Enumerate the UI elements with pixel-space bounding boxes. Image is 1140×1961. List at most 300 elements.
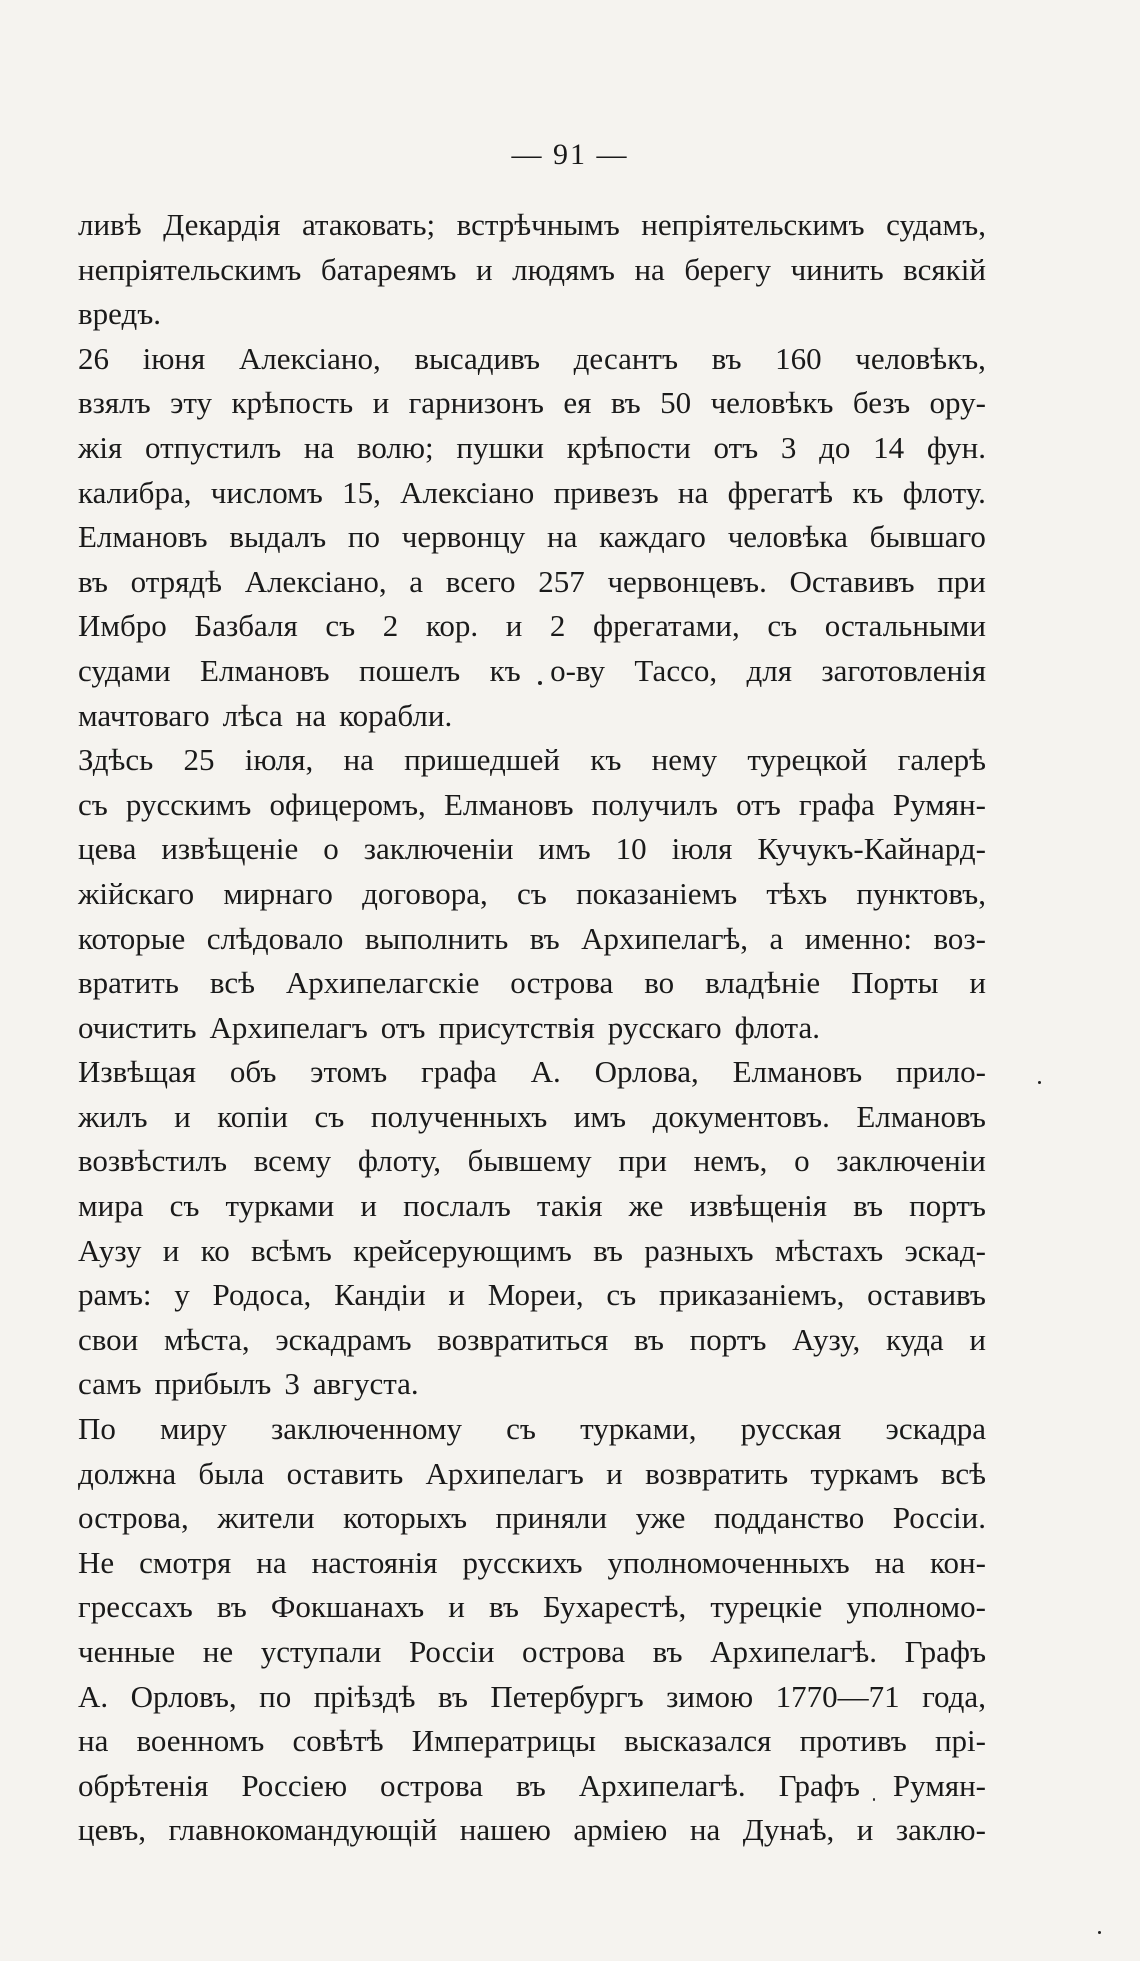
word: Елмановъ <box>732 1054 863 1090</box>
word: до <box>819 429 851 465</box>
word: Оставивъ <box>789 563 915 599</box>
word: Кучукъ-Кайнард- <box>757 831 986 867</box>
word: числомъ <box>210 474 323 510</box>
word: туркамъ <box>810 1455 919 1491</box>
word: прибылъ <box>154 1366 272 1402</box>
word: извѣщенія <box>689 1188 827 1224</box>
word: имъ <box>538 831 591 867</box>
text-line <box>78 560 986 605</box>
word: о <box>323 831 339 867</box>
text-line <box>78 1452 986 1497</box>
word: русскаго <box>607 1009 722 1045</box>
word: отрядѣ <box>130 563 222 599</box>
word: получилъ <box>591 786 718 822</box>
word: заключеніи <box>836 1143 986 1179</box>
print-speck <box>1098 1931 1101 1934</box>
word: заклю- <box>895 1812 986 1848</box>
word: всѣ <box>209 965 255 1001</box>
word: высказался <box>624 1723 772 1759</box>
text-line <box>78 783 986 828</box>
word: при <box>937 563 986 599</box>
word: крѣпости <box>566 429 691 465</box>
body-text <box>78 203 986 1853</box>
word: мира <box>78 1188 144 1224</box>
word: Орловъ, <box>130 1678 237 1714</box>
word: іюля, <box>244 742 314 778</box>
word: а <box>769 920 784 956</box>
word: копіи <box>217 1098 288 1134</box>
text-line <box>78 1675 986 1720</box>
word: Румян- <box>892 1767 986 1803</box>
word: 26 <box>78 340 109 376</box>
word: на <box>256 1544 287 1580</box>
word: непріятельскимъ <box>78 251 302 287</box>
word: Имбро <box>78 608 167 644</box>
word: 14 <box>873 429 905 465</box>
word: берегу <box>684 251 771 287</box>
word: Румян- <box>892 786 986 822</box>
word: съ <box>506 1411 536 1447</box>
word: прі- <box>934 1723 986 1759</box>
word: и <box>505 608 523 644</box>
word: Дунаѣ, <box>742 1812 835 1848</box>
word: батареямъ <box>320 251 457 287</box>
word: Архипелагъ <box>425 1455 584 1491</box>
word: и <box>162 1232 180 1268</box>
word: Елмановъ <box>200 652 330 688</box>
word: флоту, <box>357 1143 442 1179</box>
word: Россіи. <box>892 1500 986 1536</box>
word: документовъ. <box>652 1098 830 1134</box>
word: іюля <box>671 831 733 867</box>
word: въ <box>78 563 108 599</box>
word: прило- <box>895 1054 986 1090</box>
word: должна <box>78 1455 177 1491</box>
text-line <box>78 1719 986 1764</box>
word: цева <box>78 831 137 867</box>
word: ливѣ <box>78 207 142 242</box>
word: Архипелагѣ, <box>581 920 749 956</box>
word: непріятельскимъ <box>641 207 865 242</box>
word: бывшаго <box>869 519 986 555</box>
paragraph-first-line <box>78 1407 986 1452</box>
word: уже <box>635 1500 686 1536</box>
word: немъ, <box>693 1143 768 1179</box>
word: приказаніемъ, <box>658 1277 845 1313</box>
word: возвратиться <box>437 1321 609 1357</box>
word: рамъ: <box>78 1277 152 1313</box>
word: лѣса <box>222 697 283 733</box>
word: ея <box>563 385 592 421</box>
word: калибра, <box>78 474 192 510</box>
word: смотря <box>139 1544 232 1580</box>
word: на <box>547 519 578 555</box>
word: іюня <box>142 340 206 376</box>
text-line <box>78 649 986 694</box>
word: фрегатами, <box>593 608 740 644</box>
print-speck <box>873 1798 875 1801</box>
word: нему <box>651 742 718 778</box>
word: десантъ <box>573 340 679 376</box>
text-line <box>78 292 986 337</box>
word: для <box>746 652 792 688</box>
word: Тассо, <box>634 652 718 688</box>
word: взялъ <box>78 385 151 421</box>
text-line <box>78 694 986 739</box>
text-line <box>78 1808 986 1853</box>
word: Не <box>78 1544 115 1580</box>
word: и <box>476 251 493 287</box>
text-line <box>78 1630 986 1675</box>
word: ченные <box>78 1634 176 1669</box>
word: свои <box>78 1321 139 1357</box>
word: эту <box>170 385 213 421</box>
word: пошелъ <box>358 652 461 688</box>
word: заключеніи <box>363 831 514 867</box>
word: острова <box>380 1767 483 1803</box>
word: Архипелагскіе <box>285 965 480 1001</box>
text-line <box>78 1585 986 1630</box>
word: а <box>409 563 424 599</box>
word: къ <box>590 742 622 778</box>
word: Алексіано, <box>238 340 381 376</box>
word: разныхъ <box>644 1232 754 1268</box>
print-speck <box>1038 1081 1041 1084</box>
word: графа <box>798 786 875 822</box>
word: же <box>628 1188 664 1224</box>
word: человѣка <box>727 519 848 555</box>
word: на <box>303 429 335 465</box>
word: съ <box>325 608 356 644</box>
word: острова <box>510 965 614 1001</box>
word: съ <box>767 608 798 644</box>
word: главнокомандующій <box>168 1812 438 1848</box>
word: жители <box>217 1500 315 1536</box>
word: гарнизонъ <box>408 385 544 421</box>
word: уполномо- <box>846 1589 986 1625</box>
text-line <box>78 1496 986 1541</box>
word: договора, <box>362 875 488 911</box>
word: мѣстахъ <box>774 1232 884 1268</box>
text-line <box>78 872 986 917</box>
word: всему <box>253 1143 332 1179</box>
word: портъ <box>689 1321 767 1357</box>
word: 25 <box>183 742 215 778</box>
word: Порты <box>851 965 939 1001</box>
word: была <box>198 1455 265 1491</box>
word: на <box>78 1723 109 1759</box>
word: воз- <box>933 920 986 956</box>
word: въ <box>652 1634 683 1669</box>
word: съ <box>314 1098 345 1134</box>
word: пришедшей <box>404 742 561 778</box>
text-line <box>78 1318 986 1363</box>
word: бывшему <box>467 1143 592 1179</box>
word: привезъ <box>553 474 659 510</box>
word: объ <box>229 1054 277 1090</box>
word: имъ <box>573 1098 627 1134</box>
word: обрѣтенія <box>78 1767 209 1803</box>
word: 1770—71 <box>775 1678 900 1714</box>
word: которыхъ <box>343 1500 467 1536</box>
word: на <box>874 1544 906 1580</box>
word: Мореи, <box>487 1277 584 1313</box>
word: Графъ <box>904 1634 986 1669</box>
word: полученныхъ <box>370 1098 548 1134</box>
paragraph-first-line <box>78 337 986 382</box>
word: высадивъ <box>414 340 541 376</box>
word: пушки <box>456 429 544 465</box>
word: къ <box>489 652 521 688</box>
word: съ <box>169 1188 200 1224</box>
word: чинить <box>790 251 884 287</box>
word: Бухарестѣ, <box>542 1589 687 1625</box>
word: заготовленія <box>821 652 986 688</box>
word: вредъ. <box>78 296 162 332</box>
word: настоянія <box>311 1544 438 1580</box>
word: присутствія <box>438 1009 595 1045</box>
word: показаніемъ <box>576 875 738 911</box>
word: заключенному <box>270 1411 463 1447</box>
word: пунктовъ, <box>856 875 986 911</box>
word: жія <box>78 429 123 465</box>
word: и <box>856 1812 874 1848</box>
word: очистить <box>78 1009 197 1045</box>
word: по <box>347 519 380 555</box>
word: о <box>794 1143 810 1179</box>
word: ко <box>200 1232 230 1268</box>
word: на <box>689 1812 721 1848</box>
word: 15, <box>342 474 381 510</box>
text-line <box>78 1184 986 1229</box>
word: именно: <box>804 920 912 956</box>
text-line <box>78 961 986 1006</box>
page-number: — 91 — <box>511 138 629 171</box>
word: мирнаго <box>223 875 333 911</box>
text-line <box>78 1139 986 1184</box>
word: Кандіи <box>334 1277 426 1313</box>
word: въ <box>515 1767 546 1803</box>
word: Аузу <box>78 1232 142 1268</box>
word: вратить <box>78 965 179 1001</box>
word: безъ <box>852 385 911 421</box>
word: фрегатѣ <box>727 474 833 510</box>
word: Графъ <box>778 1767 860 1803</box>
word: возвратить <box>645 1455 789 1491</box>
word: турками <box>225 1188 335 1224</box>
word: и <box>372 385 390 421</box>
word: владѣніе <box>705 965 821 1001</box>
word: съ <box>606 1277 637 1313</box>
word: всего <box>445 563 516 599</box>
word: тѣхъ <box>766 875 828 911</box>
word: русская <box>740 1411 842 1447</box>
word: и <box>448 1589 465 1625</box>
word: нашею <box>459 1812 551 1848</box>
word: послалъ <box>403 1188 511 1224</box>
word: ору- <box>929 385 986 421</box>
word: отпустилъ <box>145 429 282 465</box>
word: и <box>174 1098 191 1134</box>
word: всякій <box>903 251 986 287</box>
word: и <box>448 1277 465 1313</box>
word: на <box>634 251 665 287</box>
text-line <box>78 248 986 293</box>
word: человѣкъ, <box>855 340 986 376</box>
word: русскихъ <box>462 1544 583 1580</box>
word: по <box>259 1678 292 1714</box>
word: уступали <box>260 1634 382 1669</box>
text-line <box>78 203 986 248</box>
word: мѣста, <box>164 1321 250 1357</box>
word: приняли <box>495 1500 608 1536</box>
text-line <box>78 1362 986 1407</box>
word: людямъ <box>512 251 615 287</box>
word: портъ <box>909 1188 986 1224</box>
word: подданство <box>713 1500 865 1536</box>
word: выполнить <box>364 920 509 956</box>
word: эскад- <box>904 1232 986 1268</box>
word: такія <box>536 1188 603 1224</box>
word: слѣдовало <box>206 920 344 956</box>
word: куда <box>885 1321 944 1357</box>
word: во <box>644 965 675 1001</box>
word: года, <box>922 1678 986 1714</box>
word: 3 <box>780 429 797 465</box>
word: мачтоваго <box>78 697 210 733</box>
word: 3 <box>284 1366 300 1402</box>
word: эскадра <box>885 1411 986 1447</box>
word: самъ <box>78 1366 142 1402</box>
word: на <box>677 474 709 510</box>
word: графа <box>420 1054 497 1090</box>
word: оставить <box>286 1455 404 1491</box>
word: въ <box>437 1678 468 1714</box>
word: кор. <box>425 608 479 644</box>
word: турецкіе <box>710 1589 823 1625</box>
text-line <box>78 515 986 560</box>
word: русскимъ <box>125 786 252 822</box>
word: галерѣ <box>897 742 986 778</box>
word: жійскаго <box>78 875 195 911</box>
word: Архипелагъ <box>209 1009 368 1045</box>
word: атаковать; <box>301 207 436 242</box>
word: отъ <box>713 429 759 465</box>
word: 10 <box>615 831 647 867</box>
word: Россіи <box>408 1634 495 1669</box>
word: уполномоченныхъ <box>607 1544 850 1580</box>
word: каждаго <box>599 519 706 555</box>
word: въ <box>853 1188 884 1224</box>
word: По <box>78 1411 116 1447</box>
word: турками, <box>580 1411 697 1447</box>
word: корабли. <box>339 697 453 733</box>
word: выдалъ <box>229 519 327 555</box>
word: кон- <box>930 1544 986 1580</box>
word: не <box>202 1634 234 1669</box>
word: грессахъ <box>78 1589 193 1625</box>
text-line <box>78 827 986 872</box>
word: волю; <box>356 429 434 465</box>
word: офицеромъ, <box>269 786 426 822</box>
word: Фокшанахъ <box>270 1589 425 1625</box>
word: А. <box>78 1678 109 1714</box>
word: всѣмъ <box>251 1232 332 1268</box>
word: судамъ, <box>886 207 986 242</box>
word: Здѣсь <box>78 742 154 778</box>
word: и <box>969 965 986 1001</box>
word: крѣпость <box>231 385 354 421</box>
text-line <box>78 471 986 516</box>
word: Архипелагѣ. <box>710 1634 878 1669</box>
word: въ <box>216 1589 247 1625</box>
word: Орлова, <box>594 1054 699 1090</box>
word: Елмановъ <box>443 786 574 822</box>
text-line <box>78 426 986 471</box>
word: которые <box>78 920 186 956</box>
word: этомъ <box>310 1054 388 1090</box>
word: оставивъ <box>867 1277 986 1313</box>
word: Аузу, <box>792 1321 861 1357</box>
word: фун. <box>926 429 986 465</box>
word: Базбаля <box>194 608 298 644</box>
word: извѣщеніе <box>161 831 299 867</box>
word: турецкой <box>747 742 868 778</box>
word: жилъ <box>78 1098 148 1134</box>
word: въ <box>593 1232 623 1268</box>
paragraph-first-line <box>78 1050 986 1095</box>
text-line <box>78 1006 986 1051</box>
word: 50 <box>660 385 692 421</box>
word: противъ <box>799 1723 907 1759</box>
word: въ <box>529 920 560 956</box>
word: Архипелагѣ. <box>578 1767 746 1803</box>
text-line <box>78 917 986 962</box>
word: флоту. <box>902 474 986 510</box>
word: Алексіано, <box>244 563 387 599</box>
word: въ <box>711 340 742 376</box>
word: Елмановъ <box>856 1098 986 1134</box>
word: 257 <box>538 563 585 599</box>
word: Россіею <box>241 1767 348 1803</box>
word: совѣтѣ <box>292 1723 384 1759</box>
word: флота. <box>734 1009 820 1045</box>
word: встрѣчнымъ <box>456 207 620 242</box>
word: человѣкъ <box>710 385 834 421</box>
word: и <box>606 1455 623 1491</box>
word: съ <box>517 875 547 911</box>
word: Извѣщая <box>78 1054 196 1090</box>
text-line <box>78 604 986 649</box>
word: всѣ <box>940 1455 986 1491</box>
word: Декардія <box>163 207 281 242</box>
word: съ <box>78 786 108 822</box>
word: Родоса, <box>212 1277 312 1313</box>
word: червонцевъ. <box>607 563 767 599</box>
word: на <box>295 697 327 733</box>
word: цевъ, <box>78 1812 146 1848</box>
word: военномъ <box>136 1723 265 1759</box>
word: эскадрамъ <box>275 1321 412 1357</box>
word: Петербургъ <box>490 1678 644 1714</box>
word: острова <box>522 1634 625 1669</box>
word: остальными <box>824 608 986 644</box>
word: о-ву <box>550 652 605 688</box>
paragraph-first-line <box>78 738 986 783</box>
word: на <box>343 742 374 778</box>
word: червонцу <box>401 519 526 555</box>
word: Алексіано <box>400 474 535 510</box>
